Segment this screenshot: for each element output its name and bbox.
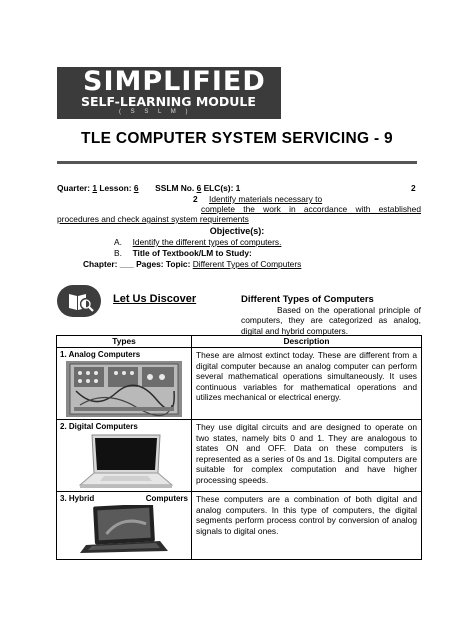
section-intro: Based on the operational principle of computers, they are categorized as analog, digital and hybrid computers. [241,305,421,336]
topic-label: Topic: [165,259,191,269]
elc-line-2: complete the work in accordance with established [201,204,421,214]
quarter-label: Quarter: [57,183,91,193]
type-cell-hybrid [57,492,192,560]
sslm-value: 6 [196,183,202,193]
type-label: 2. Digital Computers [60,422,138,431]
section-title: Different Types of Computers [241,294,374,305]
book-magnifier-icon [57,285,101,317]
topic-value: Different Types of Computers [192,259,302,269]
right-number-2: 2 [193,194,198,204]
objective-a-marker: A. [114,237,122,247]
type-description: They use digital circuits and are designed to operate on two states, namely bits 0 and 1. They are analogous to states ON and OFF. Data on these computers is represented as a series of 0s and 1s. Digital computers are suitable for complex computation and have higher processing speeds. [192,420,422,492]
header-description: Description [192,336,422,348]
type-description: These computers are a combination of both digital and analog computers. In this type of computers, the digital segments perform process control by conversion of analog signals to digital ones. [192,492,422,560]
computer-types-table [56,335,422,560]
sslm-label: SSLM No. [155,183,195,193]
objectives-heading: Objective(s): [209,226,265,236]
analog-computer-image [66,361,182,417]
table-row [57,348,422,420]
document-title: TLE COMPUTER SYSTEM SERVICING - 9 [81,130,393,147]
chapter-blank: ___ [119,259,134,269]
hybrid-computer-tablet-image [76,505,172,555]
type-cell-digital [57,420,192,492]
elc-line-3: procedures and check against system requirements [57,214,249,224]
banner-subtitle: SELF-LEARNING MODULE [81,94,256,109]
type-description: These are almost extinct today. These are different from a digital computer because an analog computer can perform several mathematical operations simultaneously. It uses continuous variables for mathematical operations and utilizes mechanical or electrical energy. [192,348,422,420]
table-header-row [57,336,422,348]
elc-line-1: Identify materials necessary to [209,194,323,204]
table-row [57,492,422,560]
right-number-1: 2 [411,183,416,193]
lesson-label: Lesson: [99,183,132,193]
title-divider [57,161,417,164]
objective-b-marker: B. [114,248,122,258]
pages-label: Pages: [136,259,164,269]
type-label: 1. Analog Computers [60,350,141,359]
lesson-value: 6 [133,183,139,193]
type-cell-analog [57,348,192,420]
banner-title: SIMPLIFIED [83,66,266,97]
header-types: Types [57,336,192,348]
objective-a [114,237,281,248]
objective-b-text: Title of Textbook/LM to Study: [132,248,252,258]
quarter-value: 1 [92,183,98,193]
elc-label: ELC(s): 1 [203,183,241,193]
sslm-banner [57,67,281,119]
let-us-discover-heading: Let Us Discover [113,293,197,305]
digital-computer-laptop-image [74,433,174,489]
chapter-line [83,259,301,270]
objective-a-text: Identify the different types of computers. [132,237,282,247]
objective-b [114,248,252,259]
meta-line [57,183,240,194]
type-label-suffix: Computers [145,494,188,503]
type-label: 3. Hybrid [60,494,95,503]
chapter-label: Chapter: [83,259,118,269]
table-row [57,420,422,492]
banner-abbrev: ( S S L M ) [119,109,192,115]
